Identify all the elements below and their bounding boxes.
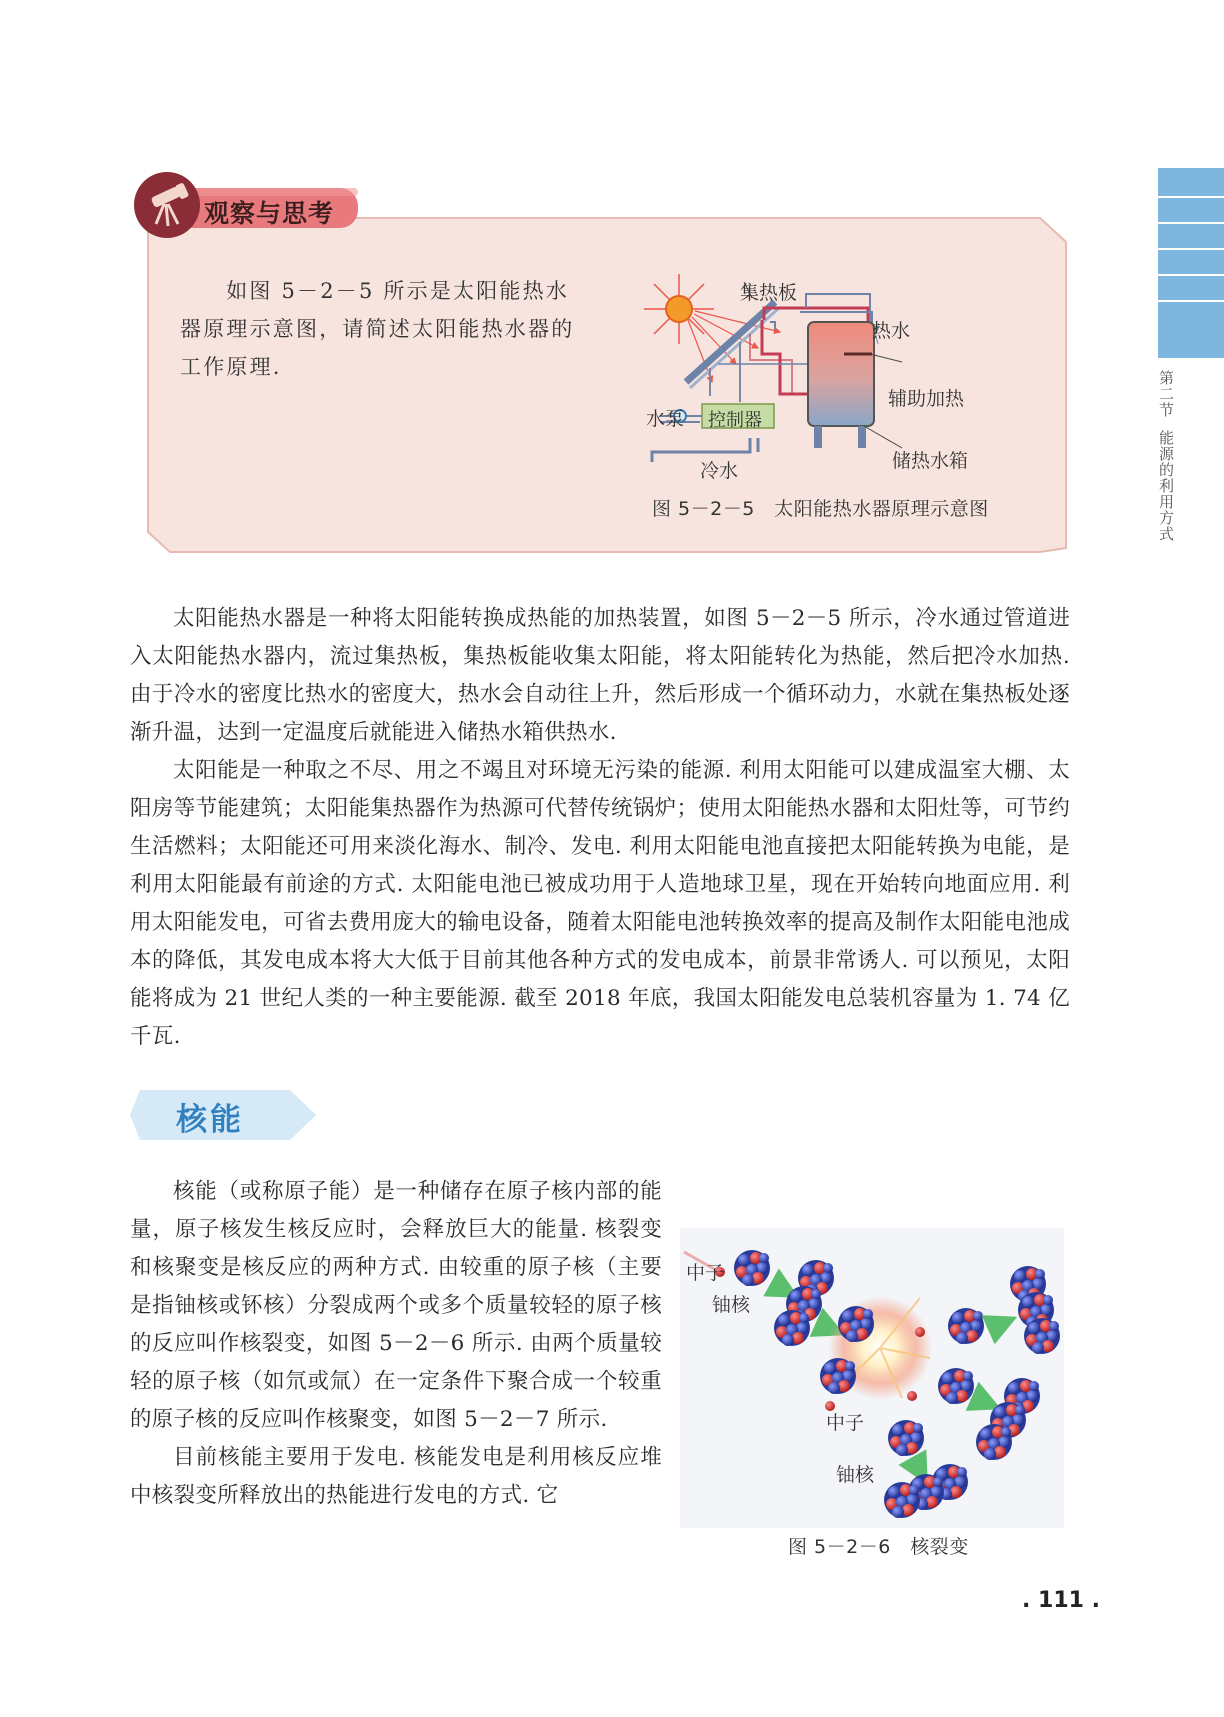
label-collector-panel: 集热板: [740, 282, 798, 304]
side-tab-divider: [1158, 196, 1224, 198]
paragraph-nuclear-power: 目前核能主要用于发电. 核能发电是利用核反应堆中核裂变所释放出的热能进行发电的方式. 它: [130, 1445, 662, 1508]
label-pump: 水泵: [646, 408, 685, 430]
label-uranium-1: 铀核: [712, 1294, 751, 1316]
paragraph-nuclear-energy: 核能（或称原子能）是一种储存在原子核内部的能量，原子核发生核反应时，会释放巨大的能量. 核裂变和核聚变是核反应的两种方式. 由较重的原子核（主要是指铀核或钚核）分裂成两个或多个质量较轻的原子核的反应叫作核裂变，如图 5－2－6 所示. 由两个质量较轻的原子核（如氘或氚）在一定条件下聚合成一个较重的原子核的反应叫作核聚变，如图 5－2－7 所示.: [130, 1179, 662, 1432]
label-neutron-1: 中子: [686, 1262, 725, 1284]
figure-caption-5-2-5: 图 5－2－5 太阳能热水器原理示意图: [652, 498, 989, 520]
label-aux-heating: 辅助加热: [888, 388, 965, 410]
figure-caption-5-2-6: 图 5－2－6 核裂变: [788, 1536, 969, 1558]
side-tab-divider: [1158, 274, 1224, 276]
body-text: [130, 600, 1070, 1056]
label-controller: 控制器: [708, 410, 762, 431]
section-heading: 核能: [176, 1102, 244, 1138]
label-cold-water: 冷水: [700, 460, 739, 482]
label-hot-water: 热水: [872, 320, 911, 342]
side-tab-divider: [1158, 300, 1224, 302]
paragraph-solar-energy: 太阳能是一种取之不尽、用之不竭且对环境无污染的能源. 利用太阳能可以建成温室大棚、太阳房等节能建筑；太阳能集热器作为热源可代替传统锅炉；使用太阳能热水器和太阳灶等，可节约生活燃料；太阳能还可用来淡化海水、制冷、发电. 利用太阳能电池直接把太阳能转换为电能，是利用太阳能最有前途的方式. 太阳能电池已被成功用于人造地球卫星，现在开始转向地面应用. 利用太阳能发电，可省去费用庞大的输电设备，随着太阳能电池转换效率的提高及制作太阳能电池成本的降低，其发电成本将大大低于目前其他各种方式的发电成本，前景非常诱人. 可以预见，太阳能将成为 21 世纪人类的一种主要能源. 截至 2018 年底，我国太阳能发电总装机容量为 1. 74 亿千瓦.: [130, 758, 1070, 1049]
nuclear-text: [130, 1173, 662, 1515]
telescope-icon: [134, 172, 200, 238]
label-storage-tank: 储热水箱: [892, 450, 969, 472]
side-tab-section: 第二节: [1157, 370, 1175, 418]
label-uranium-2: 铀核: [836, 1464, 875, 1486]
label-neutron-2: 中子: [826, 1412, 865, 1434]
side-tab-chapter-title: 能源的利用方式: [1157, 430, 1175, 542]
page-number: . 111 .: [1022, 1588, 1100, 1613]
side-tab-divider: [1158, 248, 1224, 250]
observe-question-text: 如图 5－2－5 所示是太阳能热水器原理示意图，请简述太阳能热水器的工作原理.: [180, 279, 575, 379]
observe-title: 观察与思考: [204, 199, 335, 228]
paragraph-solar-heater: 太阳能热水器是一种将太阳能转换成热能的加热装置，如图 5－2－5 所示，冷水通过管道进入太阳能热水器内，流过集热板，集热板能收集太阳能，将太阳能转化为热能，然后把冷水加热. 由于冷水的密度比热水的密度大，热水会自动往上升，然后形成一个循环动力，水就在集热板处逐渐升温，达到一定温度后就能进入储热水箱供热水.: [130, 606, 1070, 745]
side-tab-divider: [1158, 222, 1224, 224]
